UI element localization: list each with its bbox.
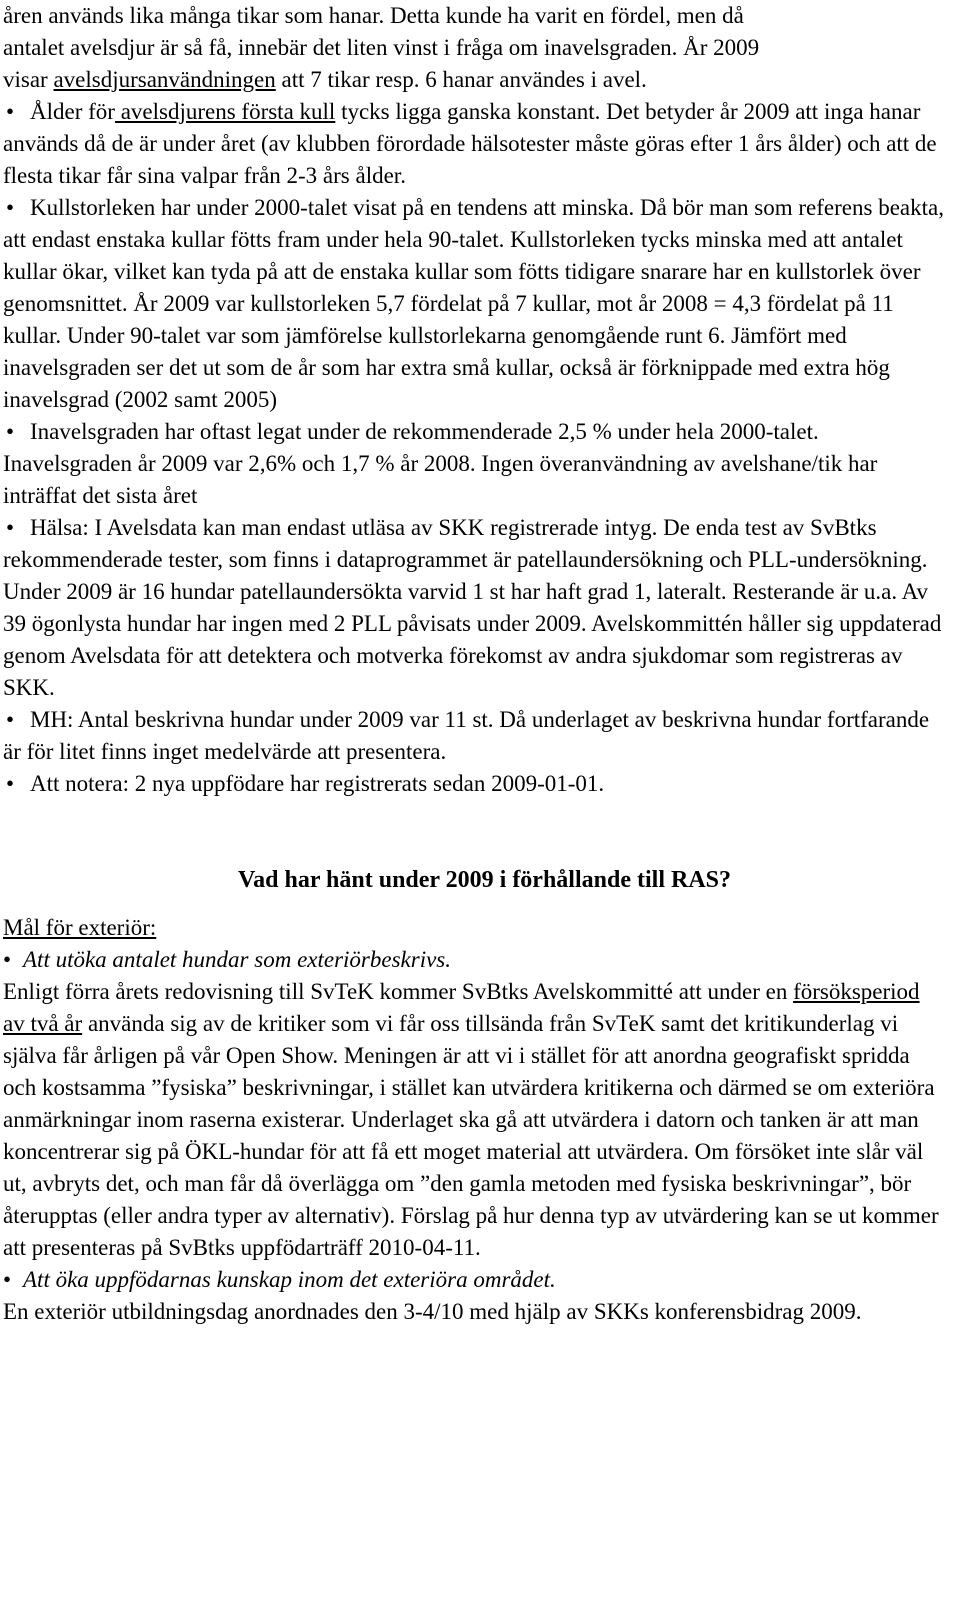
bullet-item-health	[3, 512, 946, 704]
goal-item-breeder-knowledge	[3, 1264, 946, 1296]
bullet-mh-text: MH: Antal beskrivna hundar under 2009 var 11 st. Då underlaget av beskrivna hundar fortfarande är för litet finns inget medelvärde att presentera.	[3, 707, 930, 764]
education-day-paragraph: En exteriör utbildningsdag anordnades den 3-4/10 med hjälp av SKKs konferensbidrag 2009.	[3, 1299, 862, 1324]
bullet-icon: •	[6, 771, 15, 796]
bullet-icon: •	[3, 947, 12, 972]
goal-item-exterior-count	[3, 944, 946, 976]
bullet-item-age	[3, 96, 946, 192]
intro-line-3-end: att 7 tikar resp. 6 hanar användes i avel.	[275, 67, 647, 92]
bullet-age-underlined: avelsdjurens första kull	[114, 99, 336, 124]
bullet-icon: •	[6, 707, 15, 732]
goal-breeder-knowledge-text: Att öka uppfödarnas kunskap inom det exteriöra området.	[23, 1267, 556, 1292]
bullet-item-note	[3, 768, 946, 800]
bullet-icon: •	[6, 419, 15, 444]
exterior-goals-title: Mål för exteriör:	[3, 915, 157, 940]
bullet-item-mh	[3, 704, 946, 768]
bullet-item-inbreeding	[3, 416, 946, 512]
trial-period-term: försöksperiod av två år	[3, 979, 920, 1036]
bullet-icon: •	[6, 195, 15, 220]
intro-underlined-term: avelsdjursanvändningen	[53, 67, 276, 92]
bullet-icon: •	[3, 1267, 12, 1292]
goal-exterior-count-text: Att utöka antalet hundar som exteriörbeskrivs.	[23, 947, 451, 972]
bullet-note-text: Att notera: 2 nya uppfödare har registrerats sedan 2009-01-01.	[30, 771, 605, 796]
bullet-age-start: Ålder för	[30, 99, 115, 124]
exterior-report-paragraph	[3, 976, 946, 1264]
bullet-icon: •	[6, 515, 15, 540]
bullet-inbreeding-text: Inavelsgraden har oftast legat under de rekommenderade 2,5 % under hela 2000-talet. Inavelsgraden år 2009 var 2,6% och 1,7 % år 2008. Ingen överanvändning av avelshane/tik har inträffat det sista året	[3, 419, 878, 508]
bullet-health-text: Hälsa: I Avelsdata kan man endast utläsa av SKK registrerade intyg. De enda test av SvBtks rekommenderade tester, som finns i dataprogrammet är patellaundersökning och PLL-undersökning. Under 2009 är 16 hundar patellaundersökta varvid 1 st har haft grad 1, lateralt. Resterande är u.a. Av 39 ögonlysta hundar har ingen med 2 PLL påvisats under 2009. Avelskommittén håller sig uppdaterad genom Avelsdata för att detektera och motverka förekomst av andra sjukdomar som registreras av SKK.	[3, 515, 942, 700]
intro-paragraph	[3, 0, 946, 96]
bullet-litter-text: Kullstorleken har under 2000-talet visat på en tendens att minska. Då bör man som referens beakta, att endast enstaka kullar fötts fram under hela 90-talet. Kullstorleken tycks minska med att antalet kullar ökar, vilket kan tyda på att de enstaka kullar som fötts tidigare snarare har en kullstorlek över genomsnittet. År 2009 var kullstorleken 5,7 fördelat på 7 kullar, mot år 2008 = 4,3 fördelat på 11 kullar. Under 90-talet var som jämförelse kullstorlekarna genomgående runt 6. Jämfört med inavelsgraden ser det ut som de år som har extra små kullar, också är förknippade med extra hög inavelsgrad (2002 samt 2005)	[3, 195, 944, 412]
exterior-report-start: Enligt förra årets redovisning till SvTeK kommer SvBtks Avelskommitté att under en	[3, 979, 794, 1004]
intro-line-1: åren används lika många tikar som hanar. Detta kunde ha varit en fördel, men då	[3, 3, 744, 28]
exterior-report-text: använda sig av de kritiker som vi får oss tillsända från SvTeK samt det kritikunderlag vi själva får årligen på vår Open Show. Meningen är att vi i stället för att anordna geografiskt spridda och kostsamma ”fysiska” beskrivningar, i stället kan utvärdera kritikerna och därmed se om exteriöra anmärkningar inom raserna existerar. Underlaget ska gå att utvärdera i datorn och tanken är att man koncentrerar sig på ÖKL-hundar för att få ett moget material att utvärdera. Om försöket inte slår väl ut, avbryts det, och man får då överlägga om ”den gamla metoden med fysiska beskrivningar”, bör återupptas (eller andra typer av alternativ). Förslag på hur denna typ av utvärdering kan se ut kommer att presenteras på SvBtks uppfödarträff 2010-04-11.	[3, 1011, 939, 1260]
bullet-icon: •	[6, 99, 15, 124]
section-heading: Vad har hänt under 2009 i förhållande till RAS?	[238, 867, 731, 893]
intro-line-3-start: visar	[3, 67, 54, 92]
bullet-item-litter-size	[3, 192, 946, 416]
bullet-age-text: tycks ligga ganska konstant. Det betyder år 2009 att inga hanar används då de är under året (av klubben förordade hälsotester måste göras efter 1 års ålder) och att de flesta tikar får sina valpar från 2-3 års ålder.	[3, 99, 937, 188]
intro-line-2: antalet avelsdjur är så få, innebär det liten vinst i fråga om inavelsgraden. År 2009	[3, 35, 760, 60]
